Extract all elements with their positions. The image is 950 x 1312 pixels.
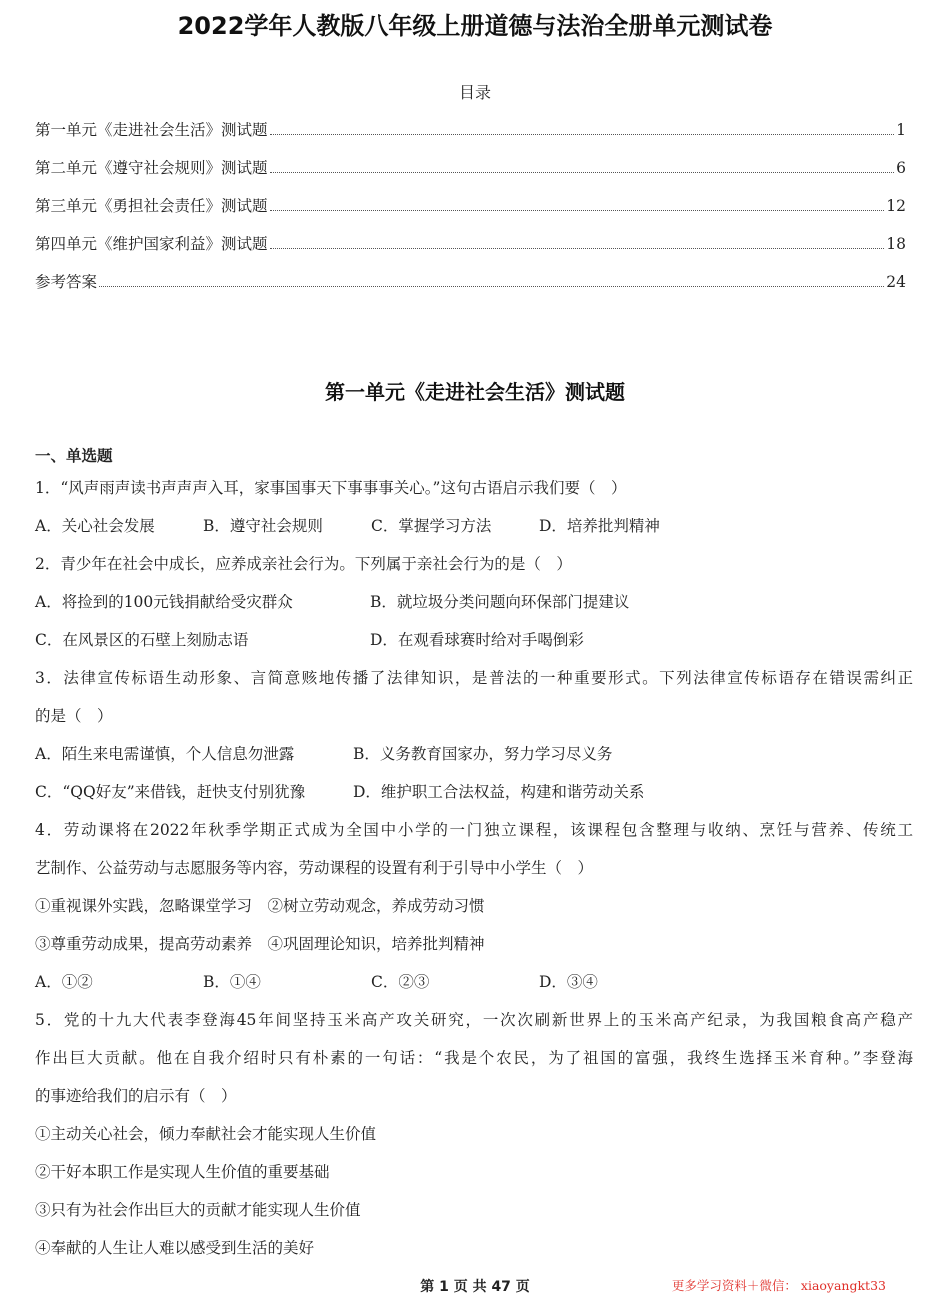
question-options — [35, 590, 913, 628]
toc-entry-page: 6 — [896, 159, 906, 177]
toc-entry[interactable] — [35, 194, 906, 232]
toc-dot-leader — [270, 210, 885, 211]
option-b: B．遵守社会规则 — [203, 517, 323, 535]
toc-entry-label: 第二单元《遵守社会规则》测试题 — [35, 159, 268, 177]
toc-entry-page: 24 — [886, 273, 906, 291]
question-stem: 2．青少年在社会中成长，应养成亲社会行为。下列属于亲社会行为的是（ ） — [35, 555, 572, 573]
question-stem-cont: 艺制作、公益劳动与志愿服务等内容，劳动课程的设置有利于引导中小学生（ ） — [35, 859, 594, 877]
option-c: C．在风景区的石壁上刻励志语 — [35, 631, 249, 649]
choice-statement: ③只有为社会作出巨大的贡献才能实现人生价值 — [35, 1201, 361, 1219]
question-options — [35, 514, 913, 552]
question-stem: 4．劳动课将在2022年秋季学期正式成为全国中小学的一门独立课程，该课程包含整理与收纳、烹饪与营养、传统工 — [35, 821, 913, 839]
option-c: C．“QQ好友”来借钱，赶快支付别犹豫 — [35, 783, 306, 801]
toc-entry-page: 18 — [886, 235, 906, 253]
option-b: B．义务教育国家办，努力学习尽义务 — [353, 745, 613, 763]
option-c: C．②③ — [371, 973, 430, 991]
question-options — [35, 970, 913, 1008]
toc-entry[interactable] — [35, 232, 906, 270]
choice-statement: ②干好本职工作是实现人生价值的重要基础 — [35, 1163, 330, 1181]
question-options — [35, 628, 913, 666]
question-stem: 3．法律宣传标语生动形象、言简意赅地传播了法律知识，是普法的一种重要形式。下列法律宣传标语存在错误需纠正 — [35, 669, 913, 687]
question-options — [35, 742, 913, 780]
option-d: D．培养批判精神 — [539, 517, 660, 535]
option-c: C．掌握学习方法 — [371, 517, 492, 535]
option-d: D．③④ — [539, 973, 598, 991]
toc-dot-leader — [270, 248, 885, 249]
document-title: 2022学年人教版八年级上册道德与法治全册单元测试卷 — [177, 12, 773, 40]
choice-statements: ③尊重劳动成果，提高劳动素养 ④巩固理论知识，培养批判精神 — [35, 935, 485, 953]
question-stem-cont: 的是（ ） — [35, 707, 113, 725]
toc-dot-leader — [270, 172, 895, 173]
toc-entry-label: 第三单元《勇担社会责任》测试题 — [35, 197, 268, 215]
toc-entry-label: 第一单元《走进社会生活》测试题 — [35, 121, 268, 139]
choice-statements: ①重视课外实践，忽略课堂学习 ②树立劳动观念，养成劳动习惯 — [35, 897, 485, 915]
toc-heading: 目录 — [458, 83, 491, 102]
table-of-contents — [35, 118, 906, 308]
toc-entry-page: 12 — [886, 197, 906, 215]
option-a: A．关心社会发展 — [35, 517, 155, 535]
question-stem-cont: 作出巨大贡献。他在自我介绍时只有朴素的一句话：“我是个农民，为了祖国的富强，我终生选择玉米育种。”李登海 — [35, 1049, 913, 1067]
toc-dot-leader — [99, 286, 884, 287]
toc-entry-page: 1 — [896, 121, 906, 139]
option-d: D．在观看球赛时给对手喝倒彩 — [370, 631, 584, 649]
question-stem: 5．党的十九大代表李登海45年间坚持玉米高产攻关研究，一次次刷新世界上的玉米高产纪录，为我国粮食高产稳产 — [35, 1011, 913, 1029]
toc-dot-leader — [270, 134, 895, 135]
page-number: 第 1 页 共 47 页 — [420, 1279, 530, 1295]
question-options — [35, 780, 913, 818]
question-list — [35, 444, 913, 1274]
toc-entry[interactable] — [35, 118, 906, 156]
question-stem-cont: 的事迹给我们的启示有（ ） — [35, 1087, 237, 1105]
toc-entry[interactable] — [35, 156, 906, 194]
option-a: A．①② — [35, 973, 93, 991]
question-stem: 1．“风声雨声读书声声声入耳，家事国事天下事事事关心。”这句古语启示我们要（ ） — [35, 479, 627, 497]
unit-title: 第一单元《走进社会生活》测试题 — [325, 380, 625, 404]
toc-entry[interactable] — [35, 270, 906, 308]
section-heading: 一、单选题 — [35, 447, 113, 465]
toc-entry-label: 第四单元《维护国家利益》测试题 — [35, 235, 268, 253]
choice-statement: ④奉献的人生让人难以感受到生活的美好 — [35, 1239, 315, 1257]
option-b: B．①④ — [203, 973, 261, 991]
toc-entry-label: 参考答案 — [35, 273, 98, 291]
choice-statement: ①主动关心社会，倾力奉献社会才能实现人生价值 — [35, 1125, 377, 1143]
promo-text: 更多学习资料＋微信： xiaoyangkt33 — [671, 1278, 886, 1293]
option-a: A．将捡到的100元钱捐献给受灾群众 — [35, 593, 293, 611]
option-b: B．就垃圾分类问题向环保部门提建议 — [370, 593, 630, 611]
option-d: D．维护职工合法权益，构建和谐劳动关系 — [353, 783, 645, 801]
option-a: A．陌生来电需谨慎，个人信息勿泄露 — [35, 745, 295, 763]
